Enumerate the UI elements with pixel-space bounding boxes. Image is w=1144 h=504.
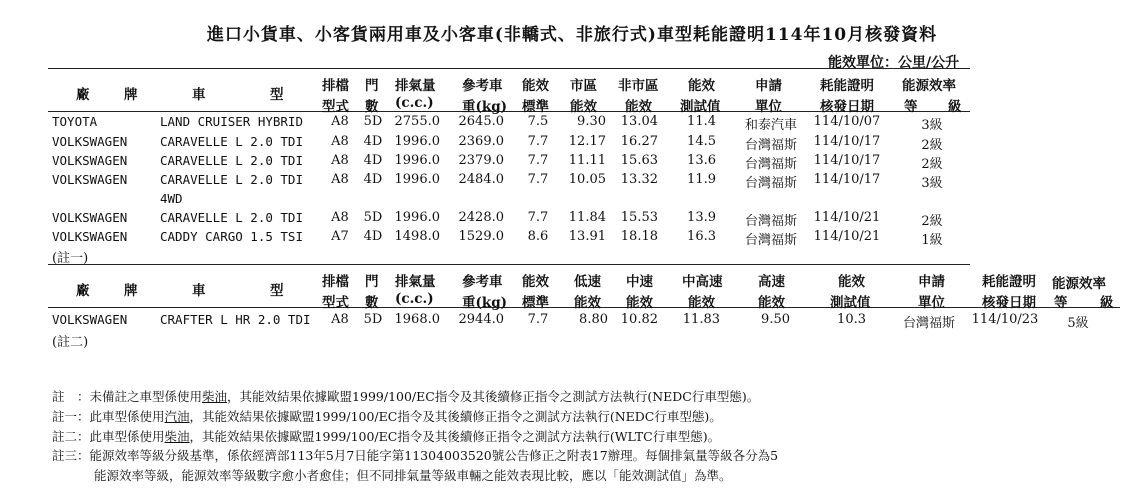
header-brand-2: 牌 [124,87,138,103]
t2-cell-trans: A8 [331,312,349,327]
table1-top-rule [48,68,970,69]
t2-header-grade-3: 級 [1100,295,1114,311]
cell-brand: VOLKSWAGEN [52,229,128,244]
t2-header-xhigh-1: 高速 [758,274,785,290]
header-grade-3: 級 [948,99,962,115]
cell-trans: A8 [331,153,349,168]
cell-std: 7.7 [527,172,549,187]
note-0 [52,387,759,405]
cell-wt: 2484.0 [458,172,504,187]
cell-brand: VOLKSWAGEN [52,153,128,168]
cell-date: 114/10/21 [813,210,881,225]
note-0-text-a: 未備註之車型係使用 [89,389,203,404]
header-std-2: 標準 [522,99,549,115]
cell-urban: 11.11 [568,153,606,168]
header-urban-1: 市區 [570,78,597,94]
note-3 [52,446,778,464]
header-extra-1: 非市區 [618,78,659,94]
note-1-fuel: 汽油 [164,409,190,424]
note-2-text-a: 此車型係使用 [89,429,165,444]
t2-header-xhigh-2: 能效 [758,295,785,311]
cell-wt: 2369.0 [458,134,504,149]
cell-extra: 16.27 [620,134,658,149]
cell-model-cont: 4WD [160,191,183,206]
cell-model: CARAVELLE L 2.0 TDI [160,210,303,225]
cell-trans: A8 [331,134,349,149]
t2-header-weight-2: 重(kg) [462,295,508,311]
t2-header-cc-2: (c.c.) [395,291,434,307]
cell-urban: 10.05 [568,172,606,187]
cell-brand: VOLKSWAGEN [52,210,128,225]
cell-std: 7.7 [527,153,549,168]
cell-urban: 12.17 [568,134,606,149]
cell-date: 114/10/17 [813,172,881,187]
header-urban-2: 能效 [570,99,597,115]
cell-cc: 1498.0 [394,229,440,244]
header-trans-1: 排檔 [322,78,349,94]
cell-urban: 9.30 [577,114,606,129]
header-cc-1: 排氣量 [395,78,436,94]
t2-header-date-2: 核發日期 [982,295,1036,311]
note-3-text-a: 能源效率等級分級基準，係依經濟部113年5月7日能字第11304003520號公告修正之附表17辦理。每個排氣量等級各分為5 [89,448,779,463]
cell-cc: 1996.0 [394,153,440,168]
cell-cc: 1996.0 [394,134,440,149]
t2-cell-std: 7.7 [527,312,549,327]
t2-cell-date: 114/10/23 [971,312,1039,327]
cell-brand: TOYOTA [52,114,98,129]
note-3-cont: 能源效率等級，能源效率等級數字愈小者愈佳；但不同排氣量等級車輛之能效表現比較，應以「能效測試值」為準。 [94,468,732,483]
header-grade-2: 等 [904,99,918,115]
page-title: 進口小貨車、小客貨兩用車及小客車(非轎式、非旅行式)車型耗能證明114年10月核發資料 [206,25,938,45]
cell-door: 5D [363,210,383,225]
t2-cell-cc: 1968.0 [394,312,440,327]
cell-std: 7.7 [527,210,549,225]
cell-date: 114/10/17 [813,153,881,168]
cell-extra: 15.63 [620,153,658,168]
cell-wt: 2379.0 [458,153,504,168]
note-0-fuel: 柴油 [202,389,228,404]
cell-extra: 18.18 [620,229,658,244]
header-applicant-1: 申請 [755,78,782,94]
note-0-label: 註 ： [52,389,90,404]
cell-std: 8.6 [527,229,549,244]
t2-header-grade-1: 能源效率 [1052,276,1106,292]
t2-header-grade-2: 等 [1054,295,1068,311]
header-applicant-2: 單位 [755,99,782,115]
t2-header-model-1: 車 [192,283,206,299]
t2-header-mid-2: 能效 [626,295,653,311]
cell-model: CARAVELLE L 2.0 TDI [160,153,303,168]
cell-door: 4D [363,134,383,149]
cell-urban: 11.84 [568,210,606,225]
header-model-1: 車 [192,87,206,103]
t2-cell-test: 10.3 [837,312,866,327]
t2-cell-grade: 5級 [1067,316,1089,331]
t2-cell-weight: 2944.0 [458,312,504,327]
header-date-2: 核發日期 [820,99,874,115]
cell-grade: 2級 [921,138,943,153]
cell-extra: 13.04 [620,114,658,129]
cell-door: 4D [363,153,383,168]
note-1 [52,407,722,425]
t2-cell-low: 8.80 [579,312,608,327]
note-1-text-b: ，其能效結果依據歐盟1999/100/EC指令及其後續修正指令之測試方法執行(NEDC行車型態)。 [189,409,722,424]
cell-extra: 13.32 [620,172,658,187]
cell-trans: A8 [331,114,349,129]
table2-footnote: (註二) [52,335,89,350]
header-test-1: 能效 [688,78,715,94]
t2-header-trans-2: 型式 [322,295,349,311]
cell-test: 11.4 [687,114,716,129]
t2-header-low-2: 能效 [574,295,601,311]
cell-test: 16.3 [687,229,716,244]
unit-label: 能效單位：公里/公升 [828,55,960,71]
cell-extra: 15.53 [620,210,658,225]
t2-header-mid-1: 中速 [626,274,653,290]
cell-wt: 2645.0 [458,114,504,129]
t2-header-weight-1: 參考車 [462,274,503,290]
cell-grade: 3級 [921,176,943,191]
cell-date: 114/10/17 [813,134,881,149]
header-cc-2: (c.c.) [395,95,434,111]
t2-header-high-2: 能效 [688,295,715,311]
header-model-2: 型 [270,87,284,103]
header-weight-2: 重(kg) [462,99,508,115]
cell-applicant: 台灣福斯 [744,233,797,248]
table1-bottom-rule [48,264,970,265]
cell-applicant: 台灣福斯 [744,176,797,191]
header-std-1: 能效 [522,78,549,94]
cell-applicant: 台灣福斯 [744,157,797,172]
header-trans-2: 型式 [322,99,349,115]
t2-header-door-1: 門 [365,274,379,290]
t2-header-model-2: 型 [270,283,284,299]
cell-grade: 2級 [921,157,943,172]
t2-cell-high: 11.83 [682,312,720,327]
cell-applicant: 台灣福斯 [744,138,797,153]
note-1-text-a: 此車型係使用 [89,409,165,424]
note-1-label: 註一： [52,409,90,424]
cell-wt: 2428.0 [458,210,504,225]
cell-grade: 1級 [921,233,943,248]
cell-trans: A8 [331,172,349,187]
header-grade-1: 能源效率 [902,78,956,94]
note-0-text-b: ，其能效結果依據歐盟1999/100/EC指令及其後續修正指令之測試方法執行(NEDC行車型態)。 [227,389,760,404]
cell-model: CARAVELLE L 2.0 TDI [160,134,303,149]
t2-cell-applicant: 台灣福斯 [902,316,955,331]
t2-header-test-2: 測試值 [830,295,871,311]
cell-trans: A7 [331,229,349,244]
cell-door: 4D [363,229,383,244]
header-door-2: 數 [365,99,379,115]
header-test-2: 測試值 [680,99,721,115]
cell-date: 114/10/21 [813,229,881,244]
t2-cell-xhigh: 9.50 [761,312,790,327]
cell-brand: VOLKSWAGEN [52,172,128,187]
note-2-label: 註二： [52,429,90,444]
note-3-label: 註三： [52,448,90,463]
t2-cell-model: CRAFTER L HR 2.0 TDI [160,312,311,327]
cell-test: 14.5 [687,134,716,149]
note-2-fuel: 柴油 [164,429,190,444]
t2-header-date-1: 耗能證明 [982,274,1036,290]
t2-header-std-2: 標準 [522,295,549,311]
t2-header-test-1: 能效 [838,274,865,290]
cell-brand: VOLKSWAGEN [52,134,128,149]
cell-test: 13.6 [687,153,716,168]
t2-header-door-2: 數 [365,295,379,311]
t2-header-applicant-1: 申請 [918,274,945,290]
cell-trans: A8 [331,210,349,225]
t2-header-brand-2: 牌 [124,283,138,299]
cell-std: 7.7 [527,134,549,149]
t2-header-trans-1: 排檔 [322,274,349,290]
cell-cc: 1996.0 [394,172,440,187]
header-door-1: 門 [365,78,379,94]
cell-door: 5D [363,114,383,129]
cell-wt: 1529.0 [458,229,504,244]
note-2 [52,427,720,445]
cell-test: 11.9 [687,172,716,187]
cell-test: 13.9 [687,210,716,225]
note-2-text-b: ，其能效結果依據歐盟1999/100/EC指令及其後續修正指令之測試方法執行(WLTC行車型態)。 [189,429,721,444]
cell-std: 7.5 [527,114,549,129]
cell-grade: 2級 [921,214,943,229]
header-date-1: 耗能證明 [820,78,874,94]
header-extra-2: 能效 [625,99,652,115]
t2-header-high-1: 中高速 [682,274,723,290]
cell-door: 4D [363,172,383,187]
cell-applicant: 台灣福斯 [744,214,797,229]
t2-cell-door: 5D [363,312,383,327]
cell-grade: 3級 [921,118,943,133]
table1-footnote: (註一) [52,251,89,266]
t2-header-cc-1: 排氣量 [395,274,436,290]
header-brand-1: 廠 [76,87,90,103]
cell-model: LAND CRUISER HYBRID [160,114,303,129]
header-weight-1: 參考車 [462,78,503,94]
t2-cell-brand: VOLKSWAGEN [52,312,128,327]
t2-header-applicant-2: 單位 [918,295,945,311]
t2-header-std-1: 能效 [522,274,549,290]
t2-cell-mid: 10.82 [620,312,658,327]
cell-model: CADDY CARGO 1.5 TSI [160,229,303,244]
cell-urban: 13.91 [568,229,606,244]
cell-applicant: 和泰汽車 [744,118,797,133]
cell-model: CARAVELLE L 2.0 TDI [160,172,303,187]
cell-cc: 2755.0 [394,114,440,129]
t2-header-brand-1: 廠 [76,283,90,299]
t2-header-low-1: 低速 [574,274,601,290]
cell-date: 114/10/07 [813,114,881,129]
cell-cc: 1996.0 [394,210,440,225]
